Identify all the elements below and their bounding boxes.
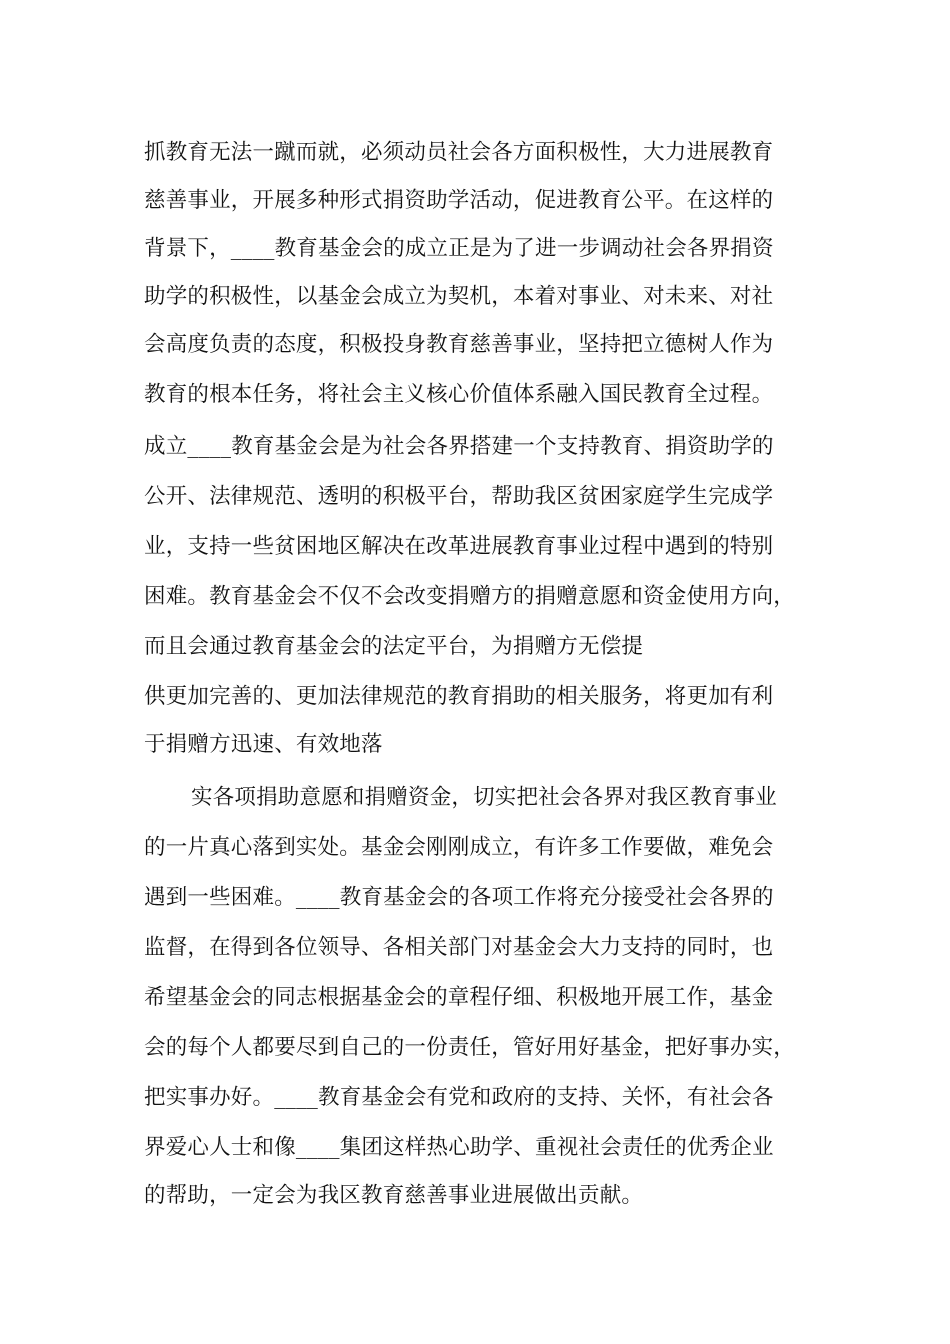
text-line: 而且会通过教育基金会的法定平台，为捐赠方无偿提	[144, 634, 644, 659]
text-line: 供更加完善的、更加法律规范的教育捐助的相关服务，将更加有利	[144, 684, 774, 709]
text-line: 遇到一些困难。____教育基金会的各项工作将充分接受社会各界的	[144, 885, 774, 910]
text-line: 困难。教育基金会不仅不会改变捐赠方的捐赠意愿和资金使用方向，	[144, 584, 796, 609]
text-line: 于捐赠方迅速、有效地落	[144, 732, 383, 757]
paragraph-first-line: 实各项捐助意愿和捐赠资金，切实把社会各界对我区教育事业	[191, 785, 777, 810]
text-line: 抓教育无法一蹴而就，必须动员社会各方面积极性，大力进展教育	[144, 140, 774, 165]
text-line: 成立____教育基金会是为社会各界搭建一个支持教育、捐资助学的	[144, 434, 774, 459]
text-line: 的帮助，一定会为我区教育慈善事业进展做出贡献。	[144, 1183, 644, 1208]
text-line: 业，支持一些贫困地区解决在改革进展教育事业过程中遇到的特别	[144, 534, 774, 559]
text-line: 会高度负责的态度，积极投身教育慈善事业，坚持把立德树人作为	[144, 332, 774, 357]
text-line: 助学的积极性，以基金会成立为契机，本着对事业、对未来、对社	[144, 284, 774, 309]
text-line: 把实事办好。____教育基金会有党和政府的支持、关怀，有社会各	[144, 1085, 774, 1110]
text-line: 慈善事业，开展多种形式捐资助学活动，促进教育公平。在这样的	[144, 188, 774, 213]
text-line: 希望基金会的同志根据基金会的章程仔细、积极地开展工作，基金	[144, 985, 774, 1010]
text-line: 界爱心人士和像____集团这样热心助学、重视社会责任的优秀企业	[144, 1135, 774, 1160]
text-line: 的一片真心落到实处。基金会刚刚成立，有许多工作要做，难免会	[144, 835, 774, 860]
text-line: 背景下，____教育基金会的成立正是为了进一步调动社会各界捐资	[144, 236, 774, 261]
text-line: 公开、法律规范、透明的积极平台，帮助我区贫困家庭学生完成学	[144, 484, 774, 509]
text-line: 监督，在得到各位领导、各相关部门对基金会大力支持的同时，也	[144, 935, 774, 960]
text-line: 教育的根本任务，将社会主义核心价值体系融入国民教育全过程。	[144, 382, 774, 407]
text-line: 会的每个人都要尽到自己的一份责任，管好用好基金，把好事办实，	[144, 1035, 796, 1060]
